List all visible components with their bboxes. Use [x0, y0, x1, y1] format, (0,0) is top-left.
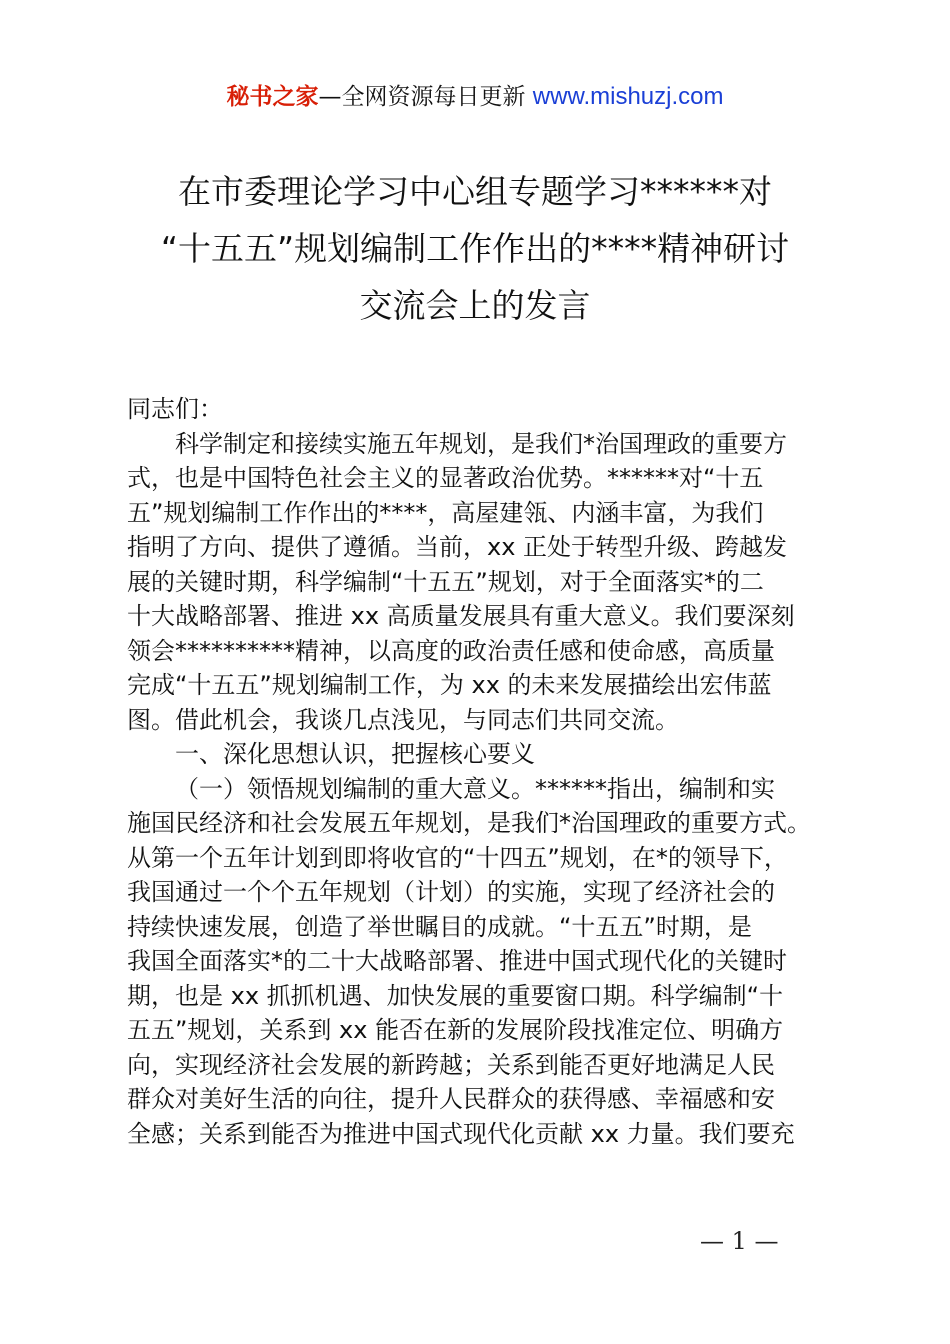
page-number: — 1 —	[700, 1227, 779, 1255]
brand-name: 秘书之家	[226, 84, 319, 110]
paragraph-line: （一）领悟规划编制的重大意义。******指出，编制和实	[175, 774, 775, 803]
paragraph-line: 完成“十五五”规划编制工作，为 xx 的未来发展描绘出宏伟蓝	[127, 671, 772, 699]
paragraph-line: 持续快速发展，创造了举世瞩目的成就。“十五五”时期，是	[127, 912, 752, 941]
paragraph-line: 指明了方向、提供了遵循。当前，xx 正处于转型升级、跨越发	[127, 533, 788, 561]
salutation: 同志们：	[127, 395, 223, 423]
title-line: 交流会上的发言	[359, 286, 591, 325]
paragraph-line: 我国通过一个个五年规划（计划）的实施，实现了经济社会的	[127, 878, 775, 906]
paragraph-line: 科学制定和接续实施五年规划，是我们*治国理政的重要方	[175, 429, 787, 458]
site-header	[0, 82, 950, 112]
document-title	[0, 163, 950, 334]
paragraph-line: 领会**********精神，以高度的政治责任感和使命感，高质量	[127, 636, 775, 665]
paragraph-line: 期，也是 xx 抓抓机遇、加快发展的重要窗口期。科学编制“十	[127, 981, 784, 1010]
paragraph-line: 图。借此机会，我谈几点浅见，与同志们共同交流。	[127, 705, 679, 734]
title-line: 在市委理论学习中心组专题学习******对	[178, 172, 772, 211]
document-body	[127, 392, 835, 1151]
paragraph-line: 向，实现经济社会发展的新跨越；关系到能否更好地满足人民	[127, 1050, 775, 1079]
header-slogan: —全网资源每日更新	[318, 84, 533, 110]
paragraph-line: 式，也是中国特色社会主义的显著政治优势。******对“十五	[127, 464, 764, 492]
paragraph-line: 群众对美好生活的向往，提升人民群众的获得感、幸福感和安	[127, 1085, 775, 1113]
paragraph-line: 我国全面落实*的二十大战略部署、推进中国式现代化的关键时	[127, 947, 787, 975]
paragraph-line: 施国民经济和社会发展五年规划，是我们*治国理政的重要方式。	[127, 809, 811, 837]
paragraph-line: 五”规划编制工作作出的****，高屋建瓴、内涵丰富，为我们	[127, 498, 764, 527]
paragraph-line: 十大战略部署、推进 xx 高质量发展具有重大意义。我们要深刻	[127, 602, 795, 630]
paragraph-line: 从第一个五年计划到即将收官的“十四五”规划，在*的领导下，	[127, 843, 788, 872]
title-line: “十五五”规划编制工作作出的****精神研讨	[160, 229, 790, 268]
paragraph-line: 全感；关系到能否为推进中国式现代化贡献 xx 力量。我们要充	[127, 1119, 795, 1148]
section-heading: 一、深化思想认识，把握核心要义	[175, 740, 535, 768]
paragraph-line: 展的关键时期，科学编制“十五五”规划，对于全面落实*的二	[127, 567, 764, 596]
site-url-link[interactable]: www.mishuzj.com	[532, 83, 724, 110]
paragraph-line: 五五”规划，关系到 xx 能否在新的发展阶段找准定位、明确方	[127, 1016, 784, 1044]
